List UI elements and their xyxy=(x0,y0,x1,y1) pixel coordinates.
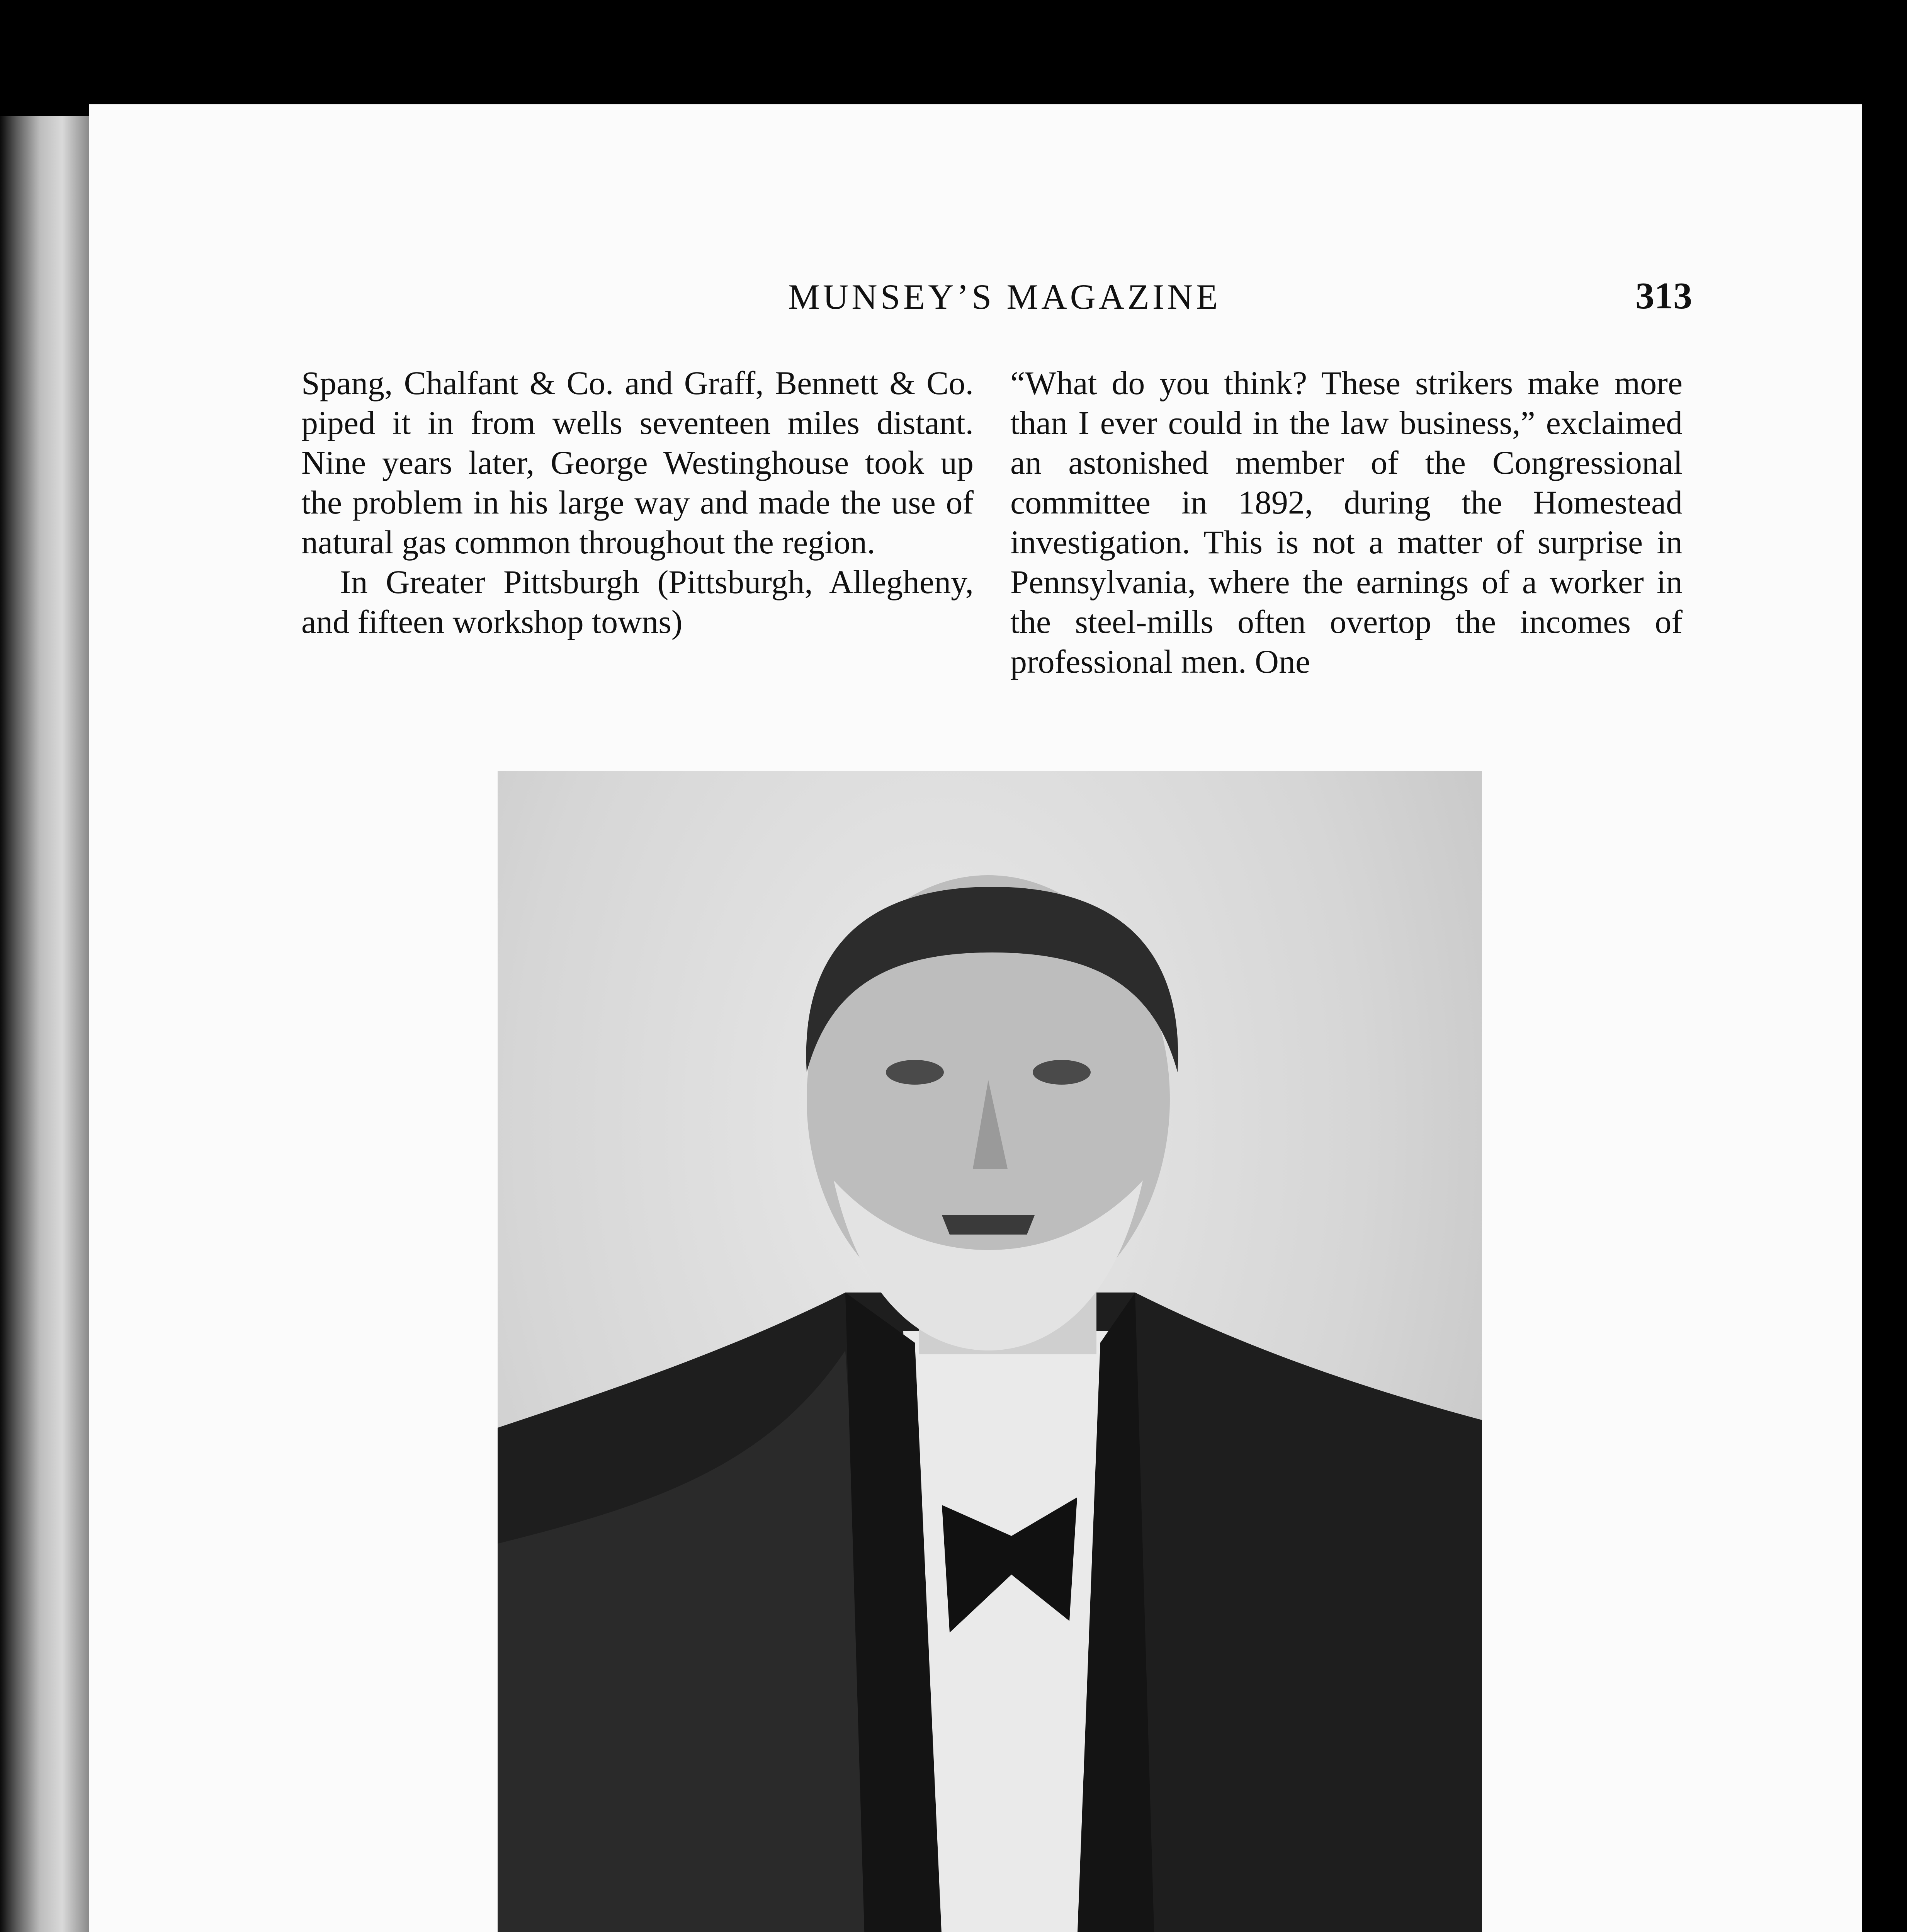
portrait-illustration xyxy=(498,771,1482,1932)
page-number: 313 xyxy=(1635,275,1692,317)
paragraph: In Greater Pittsburgh (Pittsburgh, Allegheny, and fifteen workshop towns) xyxy=(301,563,974,640)
paragraph: Spang, Chalfant & Co. and Graff, Bennett & Co. piped it in from wells seventeen miles distant. Nine years later, George Westinghouse took up the problem in his large way and made the use of natural gas common throughout the region. xyxy=(301,364,974,561)
running-header: MUNSEY’S MAGAZINE xyxy=(788,277,1221,316)
column-top-right xyxy=(1010,363,1683,682)
paragraph: “What do you think? These strikers make more than I ever could in the law business,” exclaimed an astonished member of the Congressional committee in 1892, during the Homestead investigation. This is not a matter of surprise in Pennsylvania, where the earnings of a worker in the steel-mills often overtop the incomes of professional men. One xyxy=(1010,364,1683,680)
book-spine xyxy=(0,116,89,1932)
portrait-photograph xyxy=(498,771,1482,1932)
column-top-left xyxy=(301,363,974,642)
